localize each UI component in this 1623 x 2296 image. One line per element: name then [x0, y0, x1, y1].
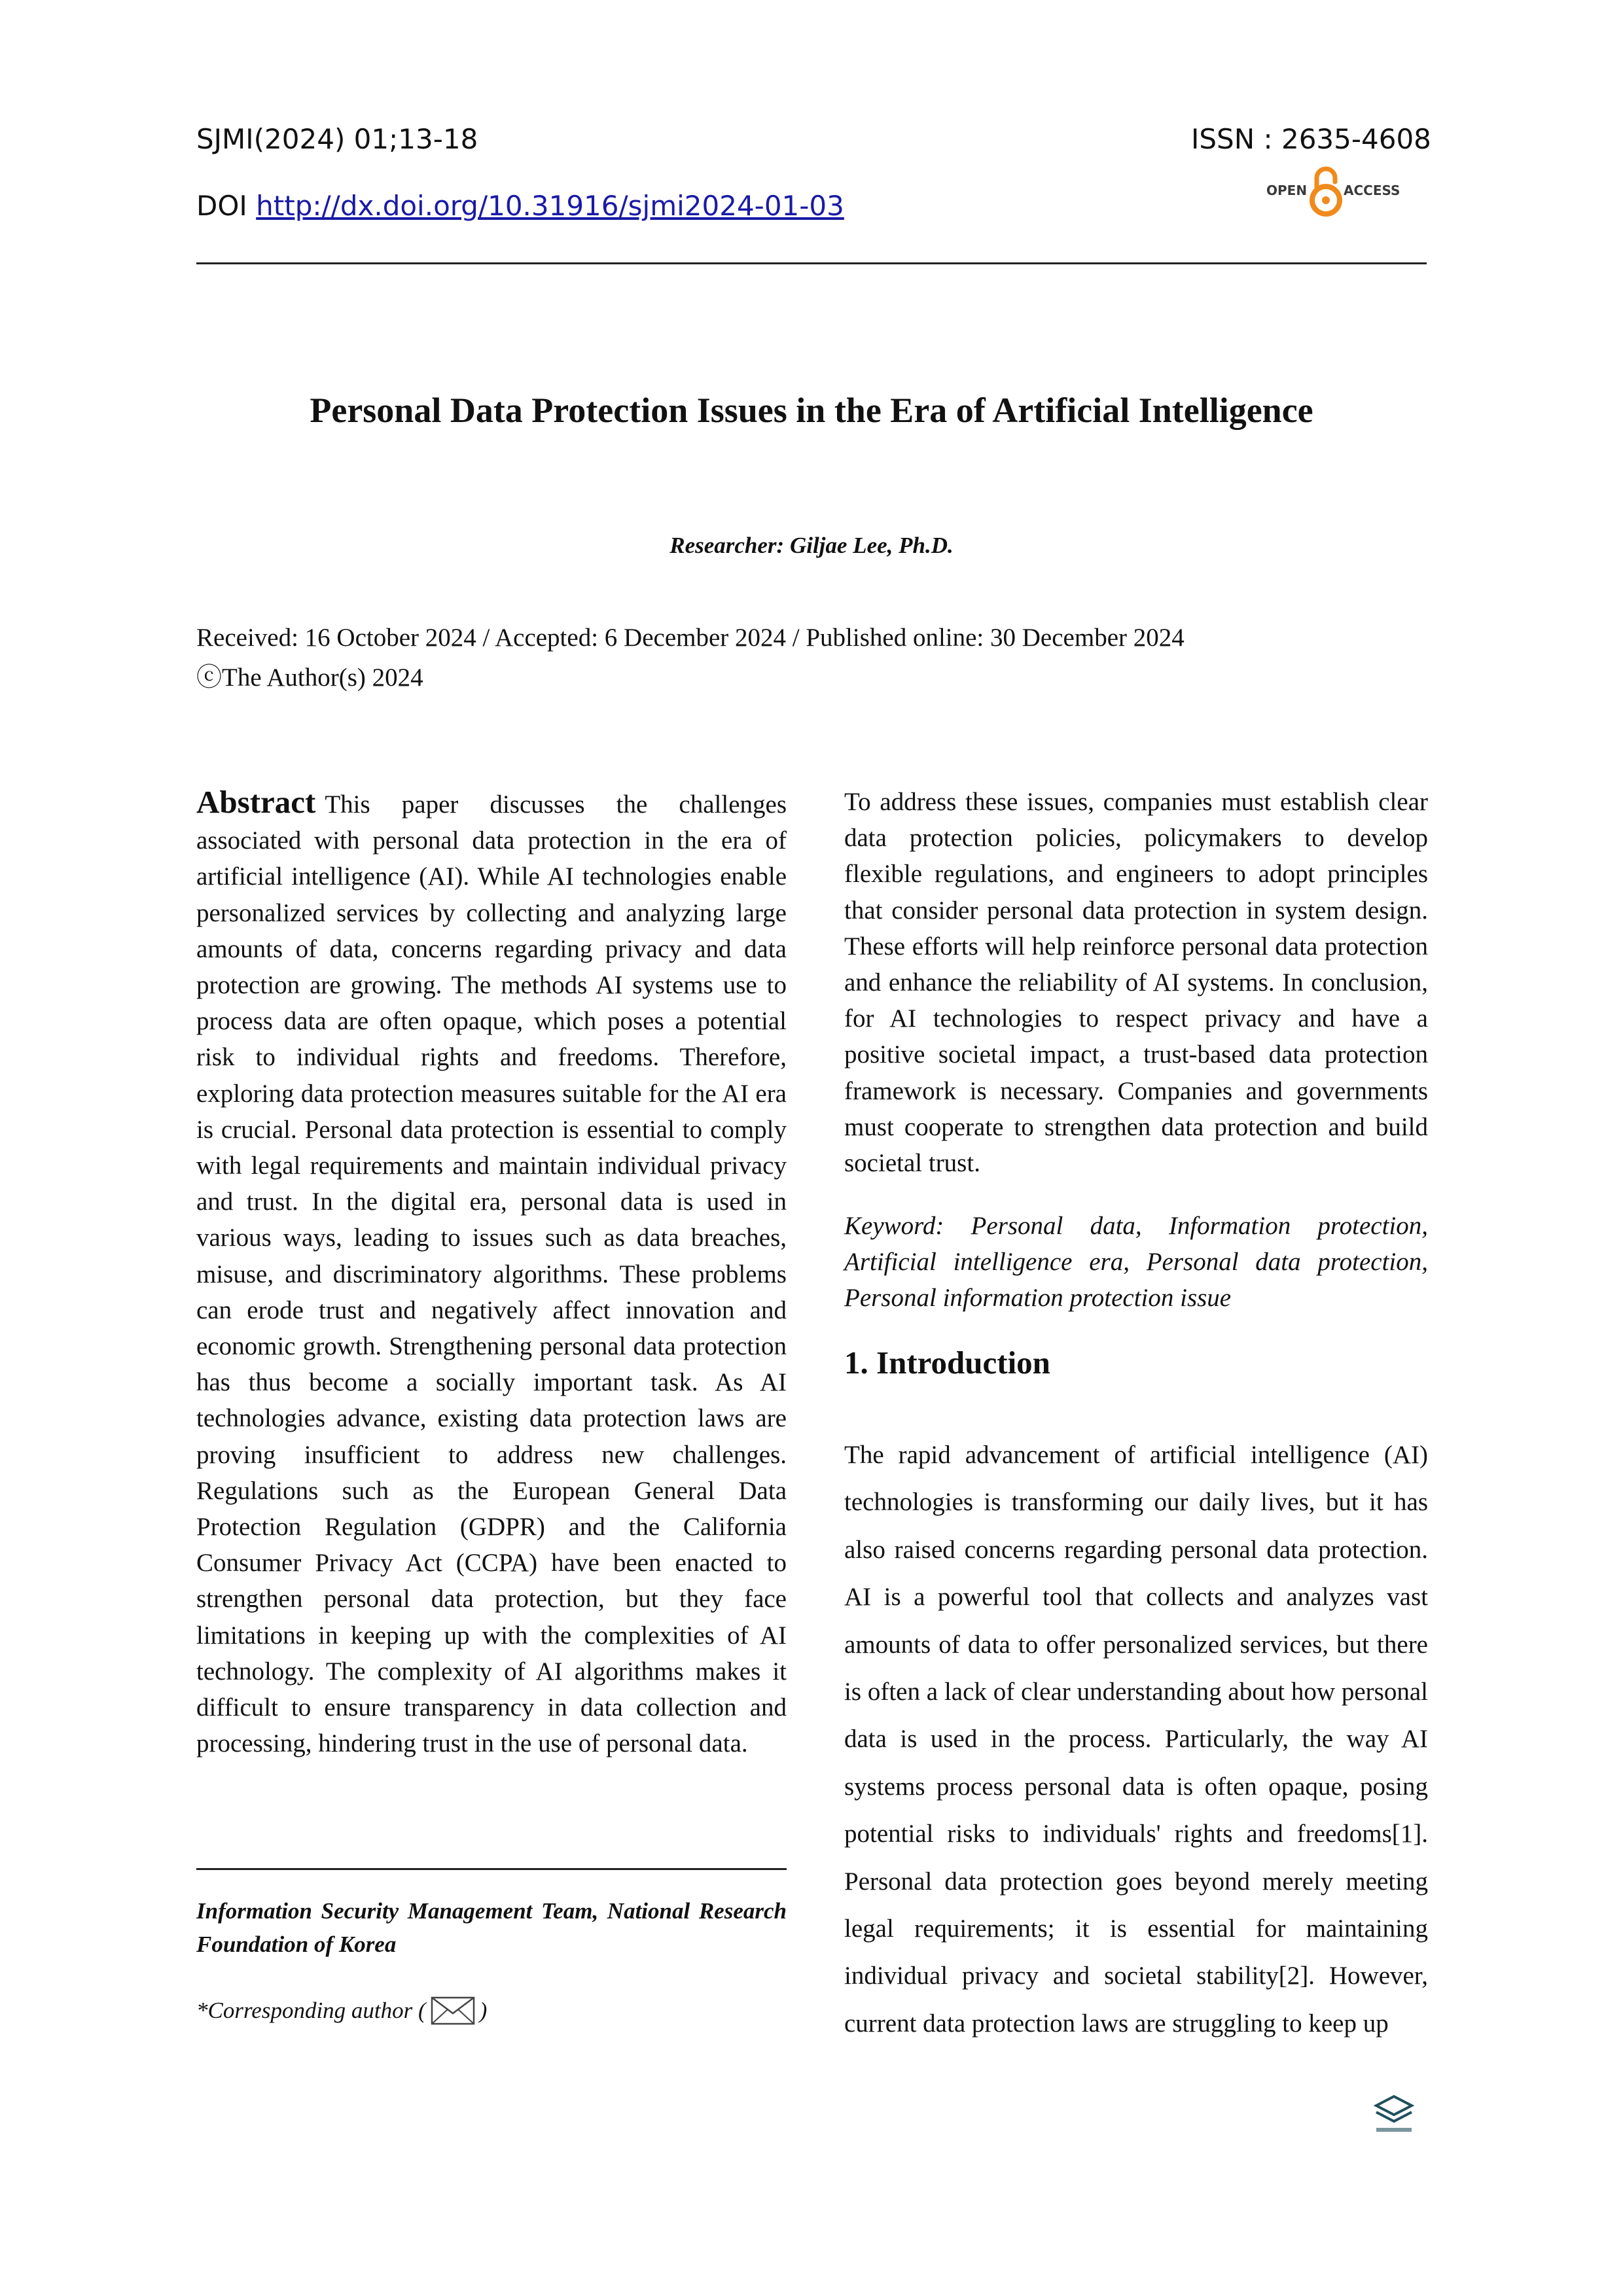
introduction-paragraph: The rapid advancement of artificial intelligence (AI) technologies is transforming our daily lives, but it has also raised concerns regarding personal data protection. AI is a powerful tool that collects and analyzes vast amounts of data to offer personalized services, but there is often a lack of clear understanding about how personal data is used in the process. Particularly, the way AI systems process personal data is often opaque, posing potential risks to individuals' rights and freedoms[1]. Personal data protection goes beyond merely meeting legal requirements; it is essential for maintaining individual privacy and societal stability[2]. However, current data protection laws are struggling to keep up: [844, 1441, 1428, 2038]
corresponding-author: [196, 1996, 487, 2026]
envelope-icon[interactable]: [430, 1996, 476, 2026]
doi-link[interactable]: http://dx.doi.org/10.31916/sjmi2024-01-03: [256, 190, 844, 222]
journal-reference: SJMI(2024) 01;13-18: [196, 123, 478, 155]
section-heading-introduction: 1. Introduction: [844, 1345, 1050, 1381]
abstract-paragraph: [196, 784, 787, 1761]
author-affiliation: Information Security Management Team, National Research Foundation of Korea: [196, 1898, 787, 1957]
abstract-continuation: To address these issues, companies must establish clear data protection policies, policymakers to develop flexible regulations, and engineers to adopt principles that consider personal data protection in system design. These efforts will help reinforce personal data protection and enhance the reliability of AI systems. In conclusion, for AI technologies to respect privacy and have a positive societal impact, a trust-based data protection framework is necessary. Companies and governments must cooperate to strengthen data protection and build societal trust.: [844, 788, 1428, 1178]
open-access-text-open: OPEN: [1266, 183, 1308, 198]
open-lock-keyhole: [1322, 196, 1330, 204]
abstract-text: This paper discusses the challenges associated with personal data protection in the era of artificial intelligence (AI). While AI technologies enable personalized services by collecting and analyzing large amounts of data, concerns regarding privacy and data protection are growing. The methods AI systems use to process data are often opaque, which poses a potential risk to individual rights and freedoms. Therefore, exploring data protection measures suitable for the AI era is crucial. Personal data protection is essential to comply with legal requirements and maintain individual privacy and trust. In the digital era, personal data is used in various ways, leading to issues such as data breaches, misuse, and discriminatory algorithms. These problems can erode trust and negatively affect innovation and economic growth. Strengthening personal data protection has thus become a socially important task. As AI technologies advance, existing data protection laws are proving insufficient to address new challenges. Regulations such as the European General Data Protection Regulation (GDPR) and the California Consumer Privacy Act (CCPA) have been enacted to strengthen personal data protection, but they face limitations in keeping up with the complexities of AI technology. The complexity of AI algorithms makes it difficult to ensure transparency in data collection and processing, hindering trust in the use of personal data.: [196, 790, 787, 1758]
abstract-heading: Abstract: [196, 784, 316, 820]
keywords: Keyword: Personal data, Information protection, Artificial intelligence era, Personal data protection, Personal information protection issue: [844, 1212, 1428, 1313]
copyright-line: ⓒThe Author(s) 2024: [196, 663, 423, 692]
open-access-text-access: ACCESS: [1344, 183, 1400, 198]
header-divider: [196, 262, 1427, 264]
doi-label: DOI: [196, 190, 247, 222]
publication-dates: Received: 16 October 2024 / Accepted: 6 December 2024 / Published online: 30 December 2024: [196, 624, 1185, 652]
corresponding-author-close: ): [479, 1998, 488, 2023]
scholar-bank-logo: [1371, 2094, 1417, 2136]
corresponding-author-label: *Corresponding author (: [196, 1998, 426, 2023]
open-access-logo: [1266, 164, 1404, 222]
footnote-divider: [196, 1868, 787, 1870]
doi-line: [196, 190, 844, 222]
issn: ISSN : 2635-4608: [1191, 123, 1431, 155]
author-line: Researcher: Giljae Lee, Ph.D.: [669, 533, 954, 558]
paper-title: Personal Data Protection Issues in the Era of Artificial Intelligence: [310, 391, 1313, 430]
